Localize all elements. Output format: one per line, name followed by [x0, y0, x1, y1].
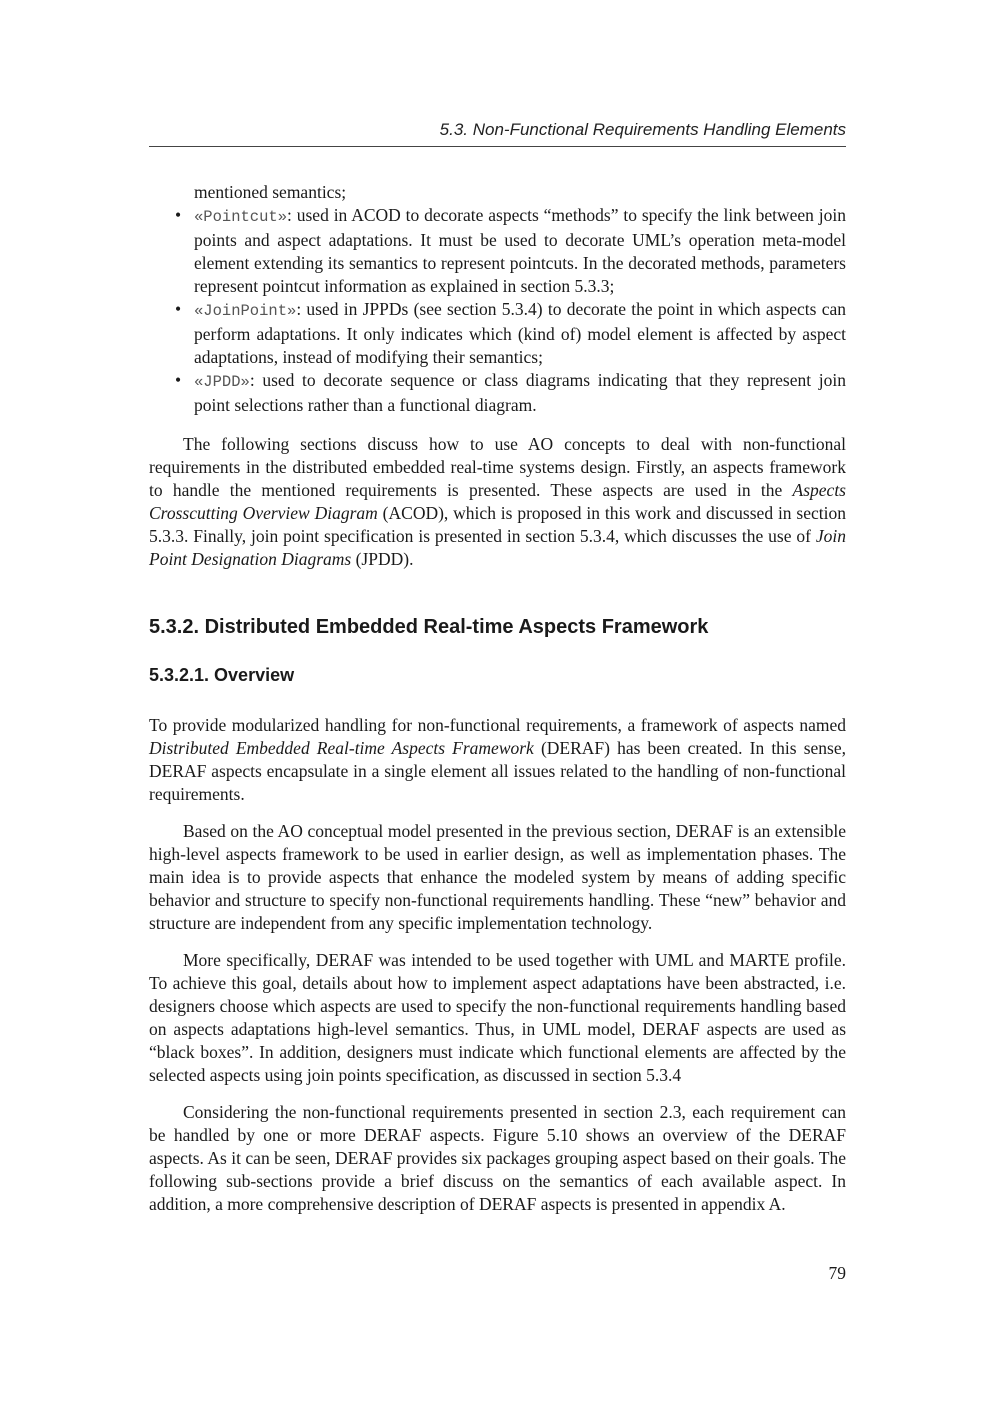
stereotype-name: «Pointcut»: [194, 208, 288, 226]
emphasized-term: Distributed Embedded Real-time Aspects Framework: [149, 738, 534, 758]
emphasized-term: Aspects Crosscutting Overview Diagram: [149, 480, 846, 523]
stereotype-name: «JPDD»: [194, 373, 250, 391]
intro-paragraph: [149, 433, 846, 571]
page-number: 79: [828, 1263, 846, 1283]
list-item: [149, 204, 846, 298]
emphasized-term: Join Point Designation Diagrams: [149, 526, 846, 569]
bullet-icon: •: [175, 205, 182, 225]
paragraph-text: To provide modularized handling for non-functional requirements, a framework of aspects named: [149, 715, 846, 735]
list-item-text: : used in JPPDs (see section 5.3.4) to decorate the point in which aspects can perform adaptations. It only indicates which (kind of) model element is affected by aspect adaptations, instead of modifying their semantics;: [194, 299, 846, 367]
body-paragraph: More specifically, DERAF was intended to be used together with UML and MARTE profile. To achieve this goal, details about how to implement aspect adaptations have been abstracted, i.e. designers choose which aspects are used to specify the non-functional requirements handling based on aspects adaptations high-level semantics. Thus, in UML model, DERAF aspects are used as “black boxes”. In addition, designers must indicate which functional elements are affected by the selected aspects using join points specification, as discussed in section 5.3.4: [149, 950, 846, 1085]
list-item-text: : used in ACOD to decorate aspects “methods” to specify the link between join points and aspect adaptations. It must be used to decorate UML’s operation meta-model element extending its semantics to represent pointcuts. In the decorated methods, parameters represent pointcut information as explained in section 5.3.3;: [194, 205, 846, 296]
header-rule: [149, 146, 846, 147]
list-item: [149, 369, 846, 417]
paragraph-text: (ACOD), which is proposed in this work and discussed in section 5.3.3. Finally, join point specification is presented in section 5.3.4, which discusses the use of: [149, 503, 846, 546]
paragraph-text: (DERAF) has been created. In this sense, DERAF aspects encapsulate in a single element all issues related to the handling of non-functional requirements.: [149, 738, 846, 804]
list-item: [149, 298, 846, 369]
section-heading: 5.3.2. Distributed Embedded Real-time Aspects Framework: [149, 616, 709, 638]
running-header: 5.3. Non-Functional Requirements Handling Elements: [439, 120, 846, 139]
paragraph-text: (JPDD).: [351, 549, 414, 569]
stereotype-list: [149, 204, 846, 417]
body-paragraph: Based on the AO conceptual model presented in the previous section, DERAF is an extensible high-level aspects framework to be used in earlier design, as well as implementation phases. The main idea is to provide aspects that enhance the modeled system by means of adding specific behavior and structure to specify non-functional requirements handling. These “new” behavior and structure are independent from any specific implementation technology.: [149, 821, 846, 933]
bullet-icon: •: [175, 370, 182, 390]
paragraph-text: The following sections discuss how to use AO concepts to deal with non-functional requirements in the distributed embedded real-time systems design. Firstly, an aspects framework to handle the mentioned requirements is presented. These aspects are used in the: [149, 434, 846, 500]
bullet-icon: •: [175, 299, 182, 319]
list-item-text: : used to decorate sequence or class diagrams indicating that they represent join point selections rather than a functional diagram.: [194, 370, 846, 415]
page-content: [149, 181, 846, 1216]
stereotype-name: «JoinPoint»: [194, 302, 297, 320]
body-paragraph: [149, 714, 846, 806]
subsection-heading: 5.3.2.1. Overview: [149, 665, 295, 685]
body-paragraph: Considering the non-functional requirements presented in section 2.3, each requirement can be handled by one or more DERAF aspects. Figure 5.10 shows an overview of the DERAF aspects. As it can be seen, DERAF provides six packages grouping aspect based on their goals. The following sub-sections provide a brief discuss on the semantics of each available aspect. In addition, a more comprehensive description of DERAF aspects is presented in appendix A.: [149, 1102, 846, 1214]
continuation-line: mentioned semantics;: [194, 182, 347, 202]
